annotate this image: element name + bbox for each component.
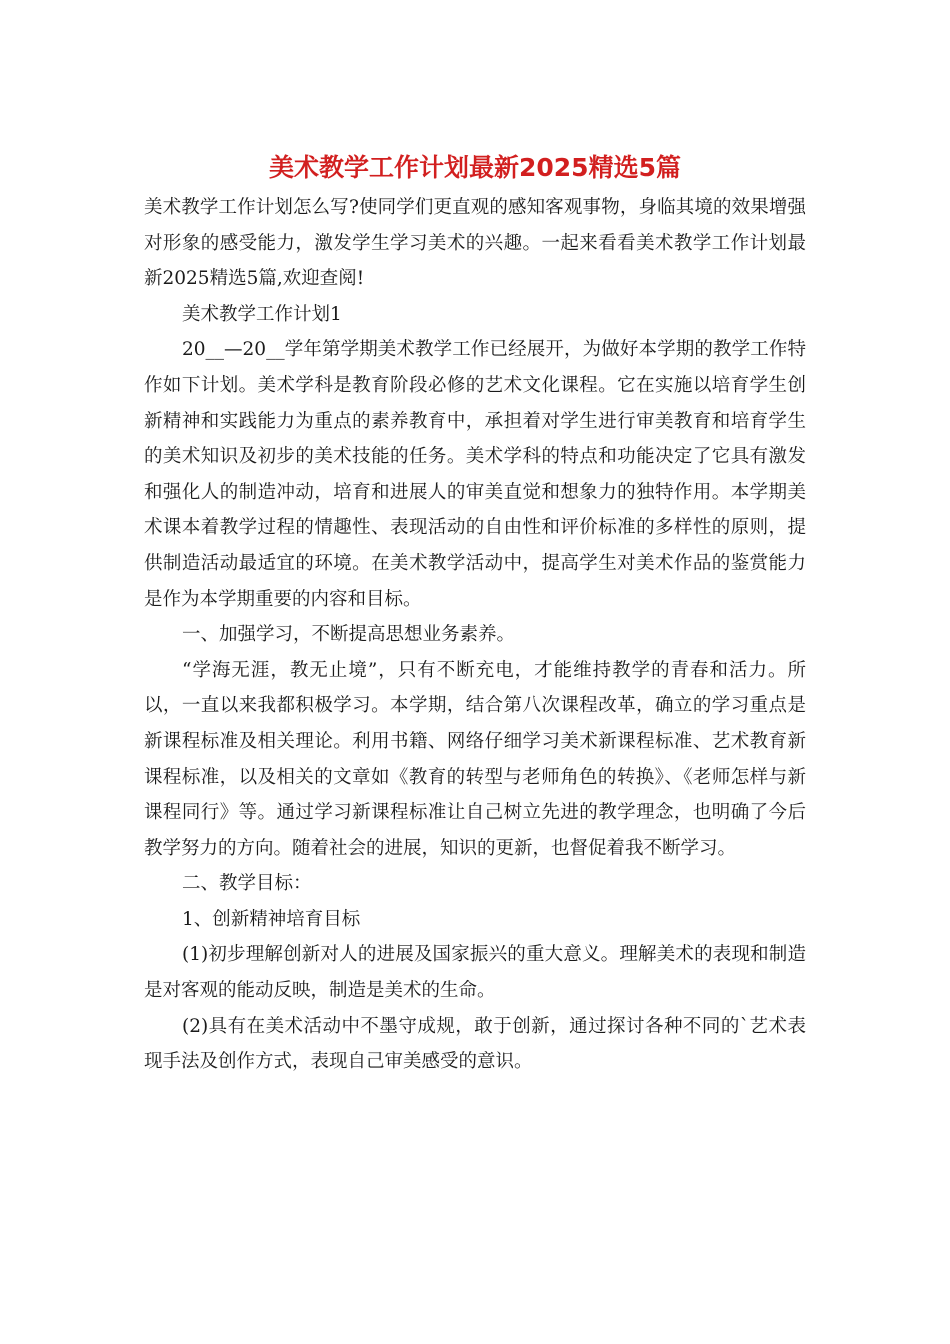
body-paragraph: “学海无涯，教无止境”，只有不断充电，才能维持教学的青春和活力。所以，一直以来我都积极学习。本学期，结合第八次课程改革，确立的学习重点是新课程标准及相关理论。利用书籍、网络仔细学习美术新课程标准、艺术教育新课程标准，以及相关的文章如《教育的转型与老师角色的转换》、《老师怎样与新课程同行》等。通过学习新课程标准让自己树立先进的教学理念，也明确了今后教学努力的方向。随着社会的进展，知识的更新，也督促着我不断学习。: [144, 659, 806, 859]
list-item: (2)具有在美术活动中不墨守成规，敢于创新，通过探讨各种不同的`艺术表现手法及创作方式，表现自己审美感受的意识。: [144, 1015, 806, 1073]
document-body: [144, 190, 806, 1080]
intro-paragraph: 美术教学工作计划怎么写?使同学们更直观的感知客观事物，身临其境的效果增强对形象的感受能力，激发学生学习美术的兴趣。一起来看看美术教学工作计划最新2025精选5篇,欢迎查阅!: [144, 197, 806, 290]
section-heading: 二、教学目标：: [182, 873, 312, 895]
section-heading-plan-1: 美术教学工作计划1: [182, 303, 342, 325]
section-heading: 一、加强学习，不断提高思想业务素养。: [182, 624, 516, 646]
body-paragraph: 20__—20__学年第学期美术教学工作已经展开，为做好本学期的教学工作特作如下计划。美术学科是教育阶段必修的艺术文化课程。它在实施以培育学生创新精神和实践能力为重点的素养教育中，承担着对学生进行审美教育和培育学生的美术知识及初步的美术技能的任务。美术学科的特点和功能决定了它具有激发和强化人的制造冲动，培育和进展人的审美直觉和想象力的独特作用。本学期美术课本着教学过程的情趣性、表现活动的自由性和评价标准的多样性的原则，提供制造活动最适宜的环境。在美术教学活动中，提高学生对美术作品的鉴赏能力是作为本学期重要的内容和目标。: [144, 339, 806, 610]
list-item: (1)初步理解创新对人的进展及国家振兴的重大意义。理解美术的表现和制造是对客观的能动反映，制造是美术的生命。: [144, 944, 806, 1002]
document-title: 美术教学工作计划最新2025精选5篇: [269, 153, 681, 182]
subsection-heading: 1、创新精神培育目标: [182, 908, 361, 930]
